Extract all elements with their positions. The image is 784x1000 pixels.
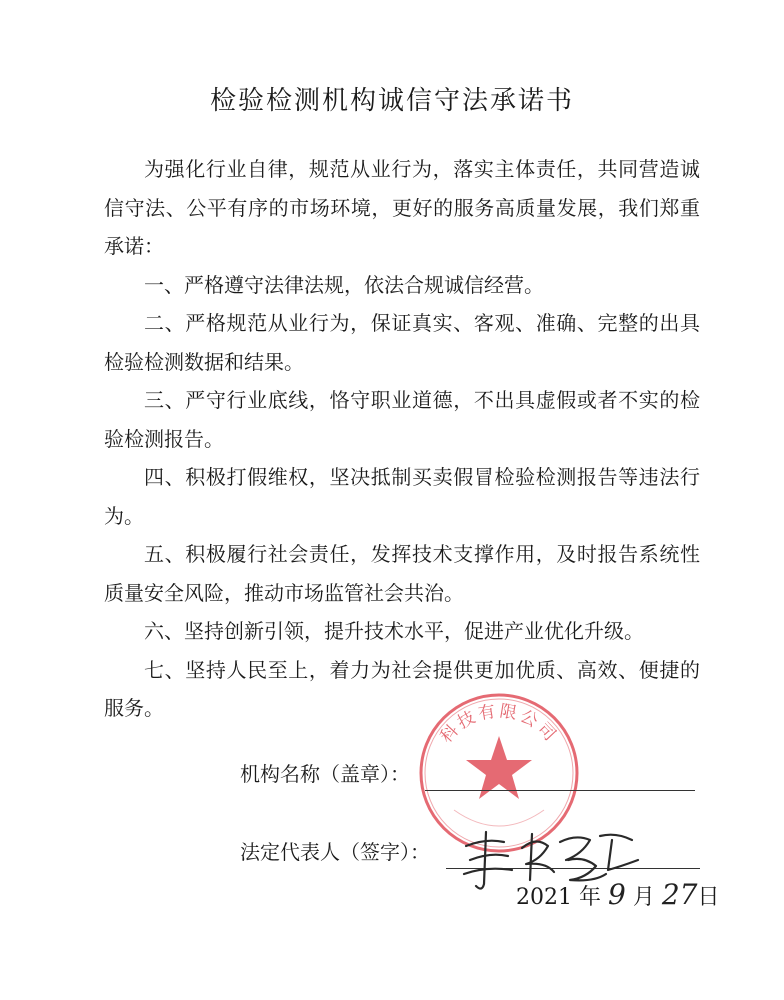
date-year: 2021: [516, 885, 572, 910]
intro-paragraph: 为强化行业自律，规范从业行为，落实主体责任，共同营造诚信守法、公平有序的市场环境，更好的服务高质量发展，我们郑重承诺：: [104, 157, 700, 258]
org-name-label: 机构名称（盖章）：: [240, 762, 410, 786]
seal-top-text: 科技有限公司: [436, 701, 562, 748]
commitment-item-5: 五、积极履行社会责任，发挥技术支撑作用，及时报告系统性质量安全风险，推动市场监管社会共治。: [104, 542, 700, 605]
document-body: [104, 150, 700, 728]
commitment-item-2: 二、严格规范从业行为，保证真实、客观、准确、完整的出具检验检测数据和结果。: [104, 311, 700, 374]
commitment-item-4: 四、积极打假维权，坚决抵制买卖假冒检验检测报告等违法行为。: [104, 465, 700, 528]
date-month: 9: [608, 878, 626, 911]
legal-rep-label: 法定代表人（签字）：: [240, 840, 430, 864]
commitment-item-1: 一、严格遵守法律法规，依法合规诚信经营。: [144, 272, 544, 297]
commitment-item-6: 六、坚持创新引领，提升技术水平，促进产业优化升级。: [144, 619, 644, 643]
date-day: 27: [661, 878, 698, 911]
signing-date: [516, 878, 720, 911]
date-day-unit: 日: [697, 885, 720, 910]
date-month-unit: 月: [632, 885, 655, 910]
commitment-item-3: 三、严守行业底线，恪守职业道德，不出具虚假或者不实的检验检测报告。: [104, 388, 700, 451]
commitment-item-7: 七、坚持人民至上，着力为社会提供更加优质、高效、便捷的服务。: [104, 657, 700, 720]
document-title: 检验检测机构诚信守法承诺书: [209, 86, 574, 116]
date-year-unit: 年: [579, 885, 602, 910]
org-name-underline: [425, 790, 695, 791]
